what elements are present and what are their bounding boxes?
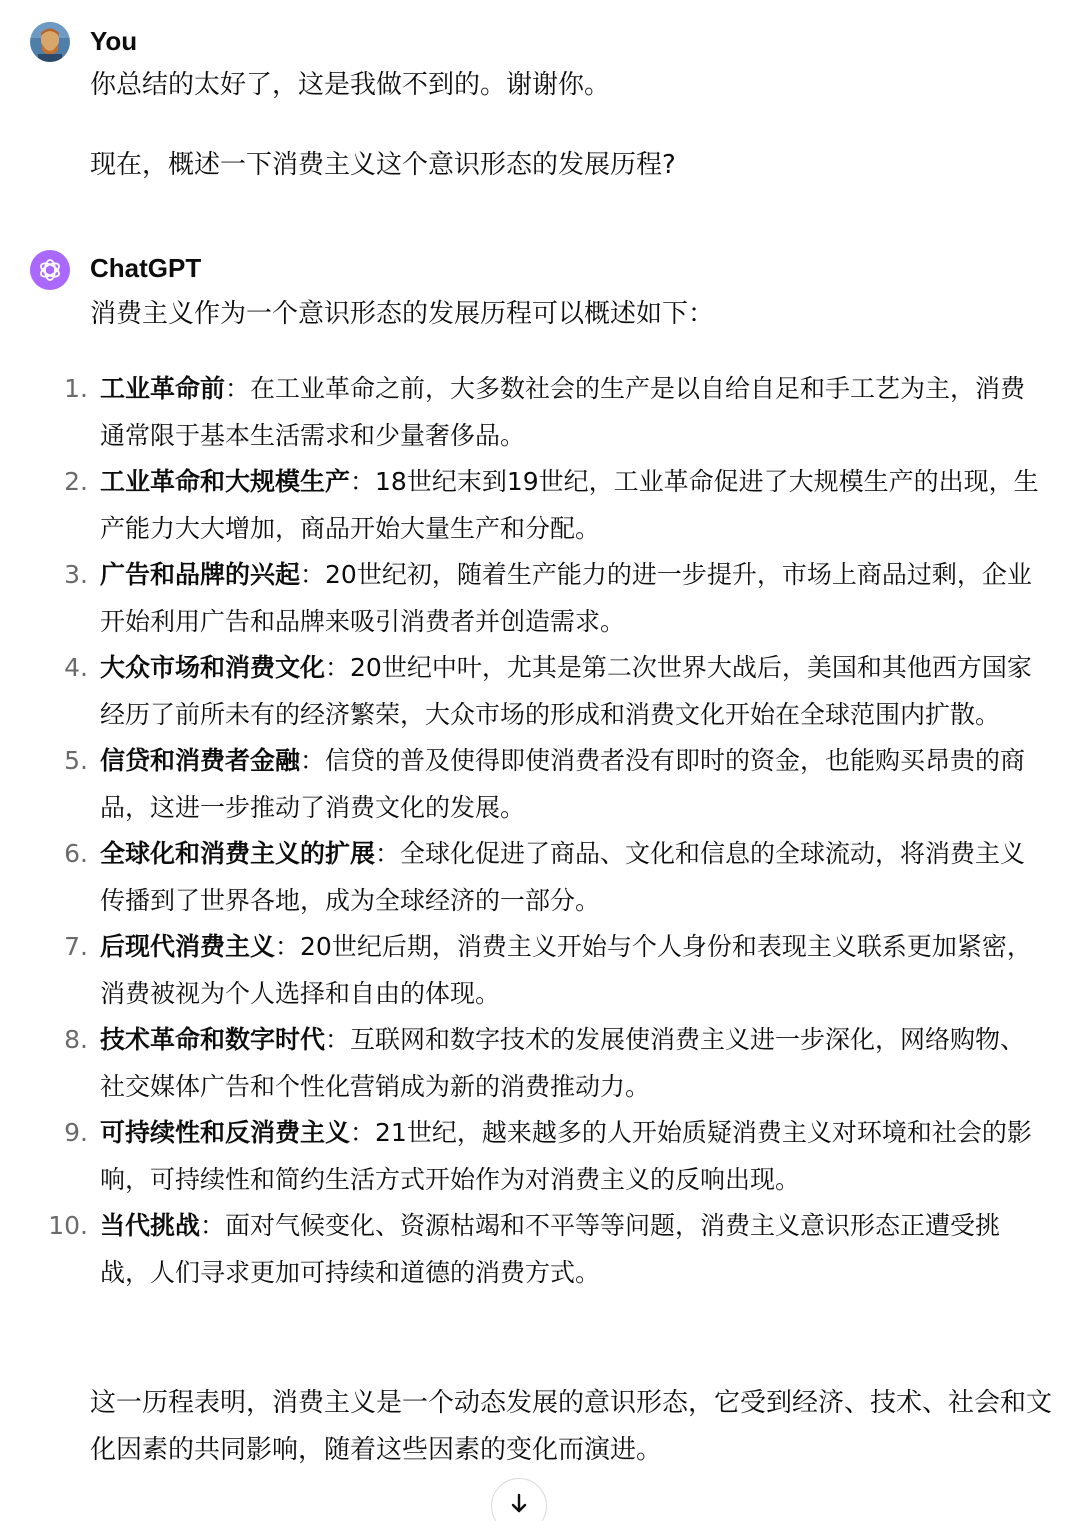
list-item-number: 5.	[64, 746, 88, 775]
list-item-text: ：全球化促进了商品、文化和信息的全球流动，将消费主义传播到了世界各地，成为全球经济的一部分。	[100, 839, 1026, 915]
list-item	[0, 1203, 1080, 1296]
list-item-number: 10.	[48, 1211, 88, 1240]
assistant-author-name: ChatGPT	[90, 253, 202, 283]
user-author-name: You	[90, 26, 138, 56]
list-item-title: 全球化和消费主义的扩展	[100, 839, 376, 868]
list-item	[0, 459, 1080, 552]
list-item-number: 1.	[64, 374, 88, 403]
user-message-line-1: 你总结的太好了，这是我做不到的。谢谢你。	[90, 70, 611, 100]
list-item	[0, 924, 1080, 1017]
list-item-text: ：面对气候变化、资源枯竭和不平等等问题，消费主义意识形态正遭受挑战，人们寻求更加可持续和道德的消费方式。	[100, 1211, 1001, 1287]
assistant-intro: 消费主义作为一个意识形态的发展历程可以概述如下：	[90, 299, 715, 329]
list-item-title: 信贷和消费者金融	[100, 746, 301, 775]
list-item	[0, 1017, 1080, 1110]
list-item	[0, 1110, 1080, 1203]
list-item-title: 工业革命和大规模生产	[100, 467, 351, 496]
list-item	[0, 552, 1080, 645]
list-item-text: ：20世纪后期，消费主义开始与个人身份和表现主义联系更加紧密，消费被视为个人选择和自由的体现。	[100, 932, 1032, 1008]
list-item-number: 7.	[64, 932, 88, 961]
user-avatar	[30, 22, 70, 62]
list-item	[0, 738, 1080, 831]
list-item-number: 2.	[64, 467, 88, 496]
list-item-number: 9.	[64, 1118, 88, 1147]
list-item-title: 工业革命前	[100, 374, 226, 403]
user-message-line-2: 现在，概述一下消费主义这个意识形态的发展历程?	[90, 150, 676, 180]
list-item-title: 技术革命和数字时代	[100, 1025, 326, 1054]
assistant-closing: 这一历程表明，消费主义是一个动态发展的意识形态，它受到经济、技术、社会和文化因素的共同影响，随着这些因素的变化而演进。	[90, 1388, 1053, 1465]
list-item-number: 4.	[64, 653, 88, 682]
list-item-title: 广告和品牌的兴起	[100, 560, 301, 589]
list-item-text: ：18世纪末到19世纪，工业革命促进了大规模生产的出现，生产能力大大增加，商品开始大量生产和分配。	[100, 467, 1039, 543]
list-item	[0, 831, 1080, 924]
list-item-title: 可持续性和反消费主义	[100, 1118, 351, 1147]
list-item-text: ：21世纪，越来越多的人开始质疑消费主义对环境和社会的影响，可持续性和简约生活方式开始作为对消费主义的反响出现。	[100, 1118, 1032, 1194]
arrow-down-icon	[507, 1491, 531, 1515]
list-item	[0, 366, 1080, 459]
list-item-number: 3.	[64, 560, 88, 589]
scroll-to-bottom-button[interactable]	[491, 1478, 547, 1521]
list-item-text: ：在工业革命之前，大多数社会的生产是以自给自足和手工艺为主，消费通常限于基本生活需求和少量奢侈品。	[100, 374, 1026, 450]
list-item-text: ：20世纪初，随着生产能力的进一步提升，市场上商品过剩，企业开始利用广告和品牌来吸引消费者并创造需求。	[100, 560, 1032, 636]
openai-logo-icon	[30, 250, 70, 290]
list-item-text: ：信贷的普及使得即使消费者没有即时的资金，也能购买昂贵的商品，这进一步推动了消费文化的发展。	[100, 746, 1026, 822]
history-list	[0, 366, 1080, 1296]
list-item-text: ：20世纪中叶，尤其是第二次世界大战后，美国和其他西方国家经历了前所未有的经济繁荣，大众市场的形成和消费文化开始在全球范围内扩散。	[100, 653, 1032, 729]
list-item-number: 8.	[64, 1025, 88, 1054]
list-item-title: 大众市场和消费文化	[100, 653, 326, 682]
list-item-title: 后现代消费主义	[100, 932, 276, 961]
list-item	[0, 645, 1080, 738]
list-item-title: 当代挑战	[100, 1211, 201, 1240]
list-item-number: 6.	[64, 839, 88, 868]
list-item-text: ：互联网和数字技术的发展使消费主义进一步深化，网络购物、社交媒体广告和个性化营销成为新的消费推动力。	[100, 1025, 1026, 1101]
